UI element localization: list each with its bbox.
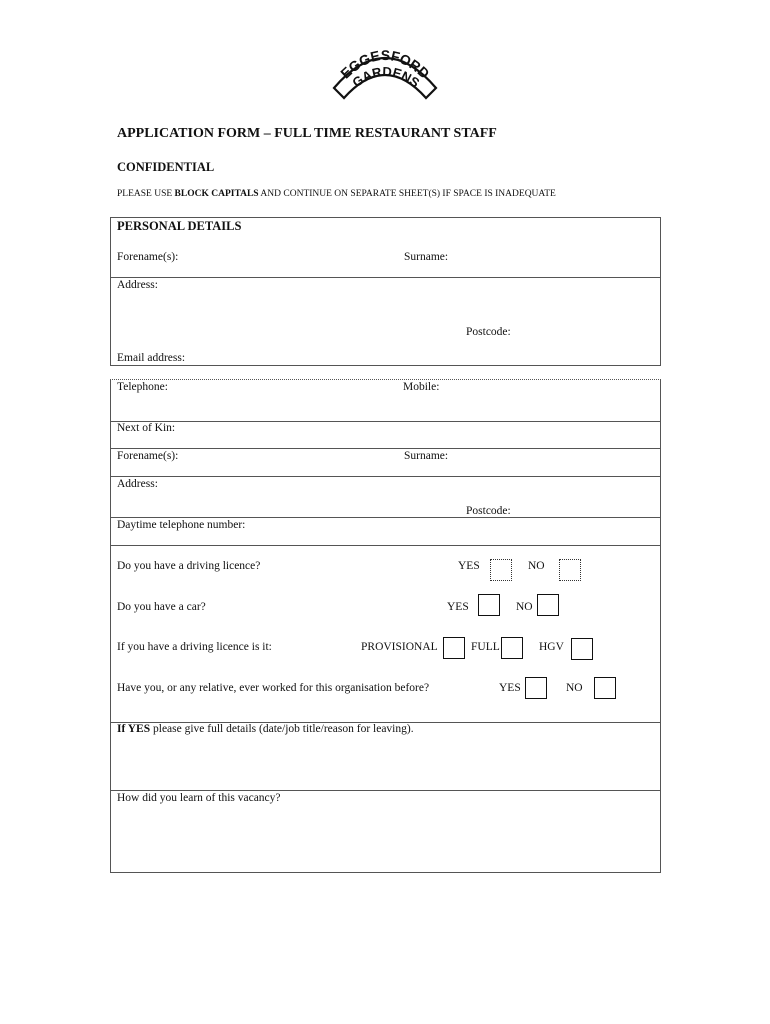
divider <box>110 545 661 546</box>
mobile-label: Mobile: <box>403 381 440 393</box>
vacancy-question: How did you learn of this vacancy? <box>117 792 281 804</box>
worked-no-label: NO <box>566 682 583 694</box>
divider <box>110 517 661 518</box>
divider <box>110 476 661 477</box>
telephone-label: Telephone: <box>117 381 168 393</box>
surname-label: Surname: <box>404 251 449 263</box>
licence-type-question: If you have a driving licence is it: <box>117 641 272 653</box>
worked-yes-checkbox[interactable] <box>525 677 547 699</box>
kin-surname-label: Surname: <box>404 450 449 462</box>
personal-heading: PERSONAL DETAILS <box>117 219 242 233</box>
full-label: FULL <box>471 641 500 653</box>
logo-line2: GARDENS <box>349 63 423 91</box>
divider <box>110 421 661 422</box>
licence-yes-label: YES <box>458 560 480 572</box>
provisional-checkbox[interactable] <box>443 637 465 659</box>
logo-line1: EGGESFORD <box>337 46 433 82</box>
daytime-phone-label: Daytime telephone number: <box>117 519 246 531</box>
kin-forenames-label: Forename(s): <box>117 450 179 462</box>
licence-yes-checkbox[interactable] <box>490 559 512 581</box>
contact-section <box>110 379 661 723</box>
car-question: Do you have a car? <box>117 601 206 613</box>
postcode-label: Postcode: <box>466 326 511 338</box>
full-checkbox[interactable] <box>501 637 523 659</box>
worked-no-checkbox[interactable] <box>594 677 616 699</box>
address-label: Address: <box>117 279 158 291</box>
forenames-label: Forename(s): <box>117 251 179 263</box>
instruction-text: PLEASE USE BLOCK CAPITALS AND CONTINUE ON SEPARATE SHEET(S) IF SPACE IS INADEQUATE <box>117 189 556 199</box>
kin-postcode-label: Postcode: <box>466 505 511 517</box>
divider <box>110 790 661 791</box>
hgv-checkbox[interactable] <box>571 638 593 660</box>
logo <box>330 42 440 100</box>
car-yes-label: YES <box>447 601 469 613</box>
hgv-label: HGV <box>539 641 564 653</box>
details-prompt: If YES please give full details (date/job title/reason for leaving). <box>117 723 414 735</box>
form-title: APPLICATION FORM – FULL TIME RESTAURANT STAFF <box>117 126 497 141</box>
next-of-kin-label: Next of Kin: <box>117 422 176 434</box>
licence-no-label: NO <box>528 560 545 572</box>
divider <box>110 277 661 278</box>
licence-no-checkbox[interactable] <box>559 559 581 581</box>
car-no-checkbox[interactable] <box>537 594 559 616</box>
confidential-label: CONFIDENTIAL <box>117 160 215 174</box>
personal-details-section <box>110 217 661 366</box>
driving-licence-question: Do you have a driving licence? <box>117 560 261 572</box>
kin-address-label: Address: <box>117 478 158 490</box>
divider <box>110 448 661 449</box>
worked-before-question: Have you, or any relative, ever worked for this organisation before? <box>117 682 430 694</box>
car-no-label: NO <box>516 601 533 613</box>
worked-yes-label: YES <box>499 682 521 694</box>
provisional-label: PROVISIONAL <box>361 641 438 653</box>
car-yes-checkbox[interactable] <box>478 594 500 616</box>
email-label: Email address: <box>117 352 186 364</box>
